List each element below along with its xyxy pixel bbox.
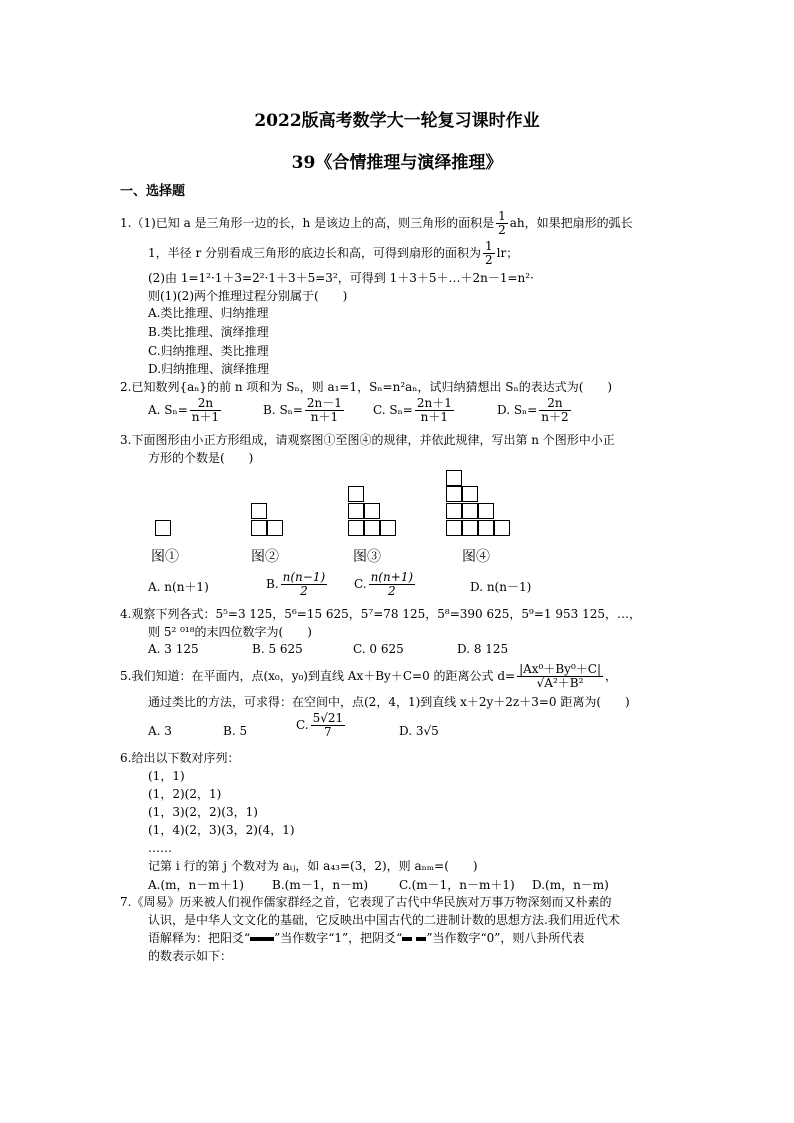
q1-line4: 则(1)(2)两个推理过程分别属于( ) — [148, 289, 348, 303]
fraction-numerator: 1 — [485, 239, 493, 253]
small-square — [446, 470, 462, 486]
q1-line2-tail: lr； — [496, 246, 519, 260]
q7-line3-text: 语解释为：把阳爻“ — [148, 931, 251, 945]
q6-row-4: (1，4)(2，3)(3，2)(4，1) — [148, 823, 295, 837]
q5-option-c — [296, 712, 347, 739]
small-square — [348, 503, 364, 519]
q4-option-c: C. 0 625 — [353, 642, 404, 656]
q3-option-c — [354, 571, 417, 598]
q7-line3 — [148, 930, 584, 946]
q1-line2 — [148, 240, 518, 267]
q6-option-c: C.(m－1，n－m＋1) — [399, 878, 515, 892]
small-square — [446, 503, 462, 519]
q3-option-b — [266, 571, 329, 598]
q5-option-b: B. 5 — [223, 724, 248, 738]
q6-row-3: (1，3)(2，2)(3，1) — [148, 805, 258, 819]
small-square — [364, 503, 380, 519]
fraction-numerator: n(n+1) — [370, 570, 414, 584]
fraction-numerator: |Ax⁰＋By⁰＋C| — [519, 662, 601, 676]
q7-line3-tail: ”当作数字“0”，则八卦所代表 — [426, 931, 585, 945]
q6-line: 记第 i 行的第 j 个数对为 aᵢⱼ，如 a₄₃=(3，2)，则 aₙₘ=( ) — [148, 859, 478, 873]
option-label: B. Sₙ= — [263, 403, 303, 417]
q7-line3-middle: ”当作数字“1”，把阴爻“ — [274, 931, 403, 945]
figure-label-1: 图① — [151, 549, 179, 565]
small-square — [348, 520, 364, 536]
option-label: C. Sₙ= — [373, 403, 413, 417]
q3-line1: 3.下面图形由小正方形组成，请观察图①至图④的规律，并依此规律，写出第 n 个图形中小正 — [120, 433, 615, 447]
option-label: D. Sₙ= — [497, 403, 538, 417]
option-label: B. — [266, 577, 279, 591]
fraction-denominator: 2 — [300, 584, 308, 598]
fraction-denominator: n＋1 — [191, 410, 220, 424]
q2-option-d — [497, 397, 573, 424]
q3-option-d: D. n(n－1) — [470, 580, 532, 594]
fraction-numerator: 2n — [190, 397, 221, 411]
small-square — [494, 520, 510, 536]
small-square — [462, 503, 478, 519]
q6-row-2: (1，2)(2，1) — [148, 787, 222, 801]
figure-label-2: 图② — [251, 549, 279, 565]
q5-line1-text: 5.我们知道：在平面内，点(x₀，y₀)到直线 Ax＋By＋C=0 的距离公式 d= — [120, 669, 516, 683]
document-subtitle: 39《合情推理与演绎推理》 — [291, 153, 503, 173]
fraction-denominator: 7 — [324, 725, 332, 739]
option-label: C. — [296, 718, 309, 732]
option-fraction — [281, 571, 328, 598]
q4-option-b: B. 5 625 — [252, 642, 303, 656]
q6-option-b: B.(m－1，n－m) — [272, 878, 369, 892]
document-title: 2022版高考数学大一轮复习课时作业 — [254, 111, 540, 131]
option-label: C. — [354, 577, 367, 591]
small-square — [267, 520, 283, 536]
q1-option-d: D.归纳推理、演绎推理 — [148, 362, 270, 376]
small-square — [348, 486, 364, 502]
q6-row-5: …… — [148, 841, 172, 855]
q4-line2: 则 5² ⁰¹⁸的末四位数字为( ) — [148, 625, 312, 639]
fraction-denominator: √A²＋B² — [536, 676, 584, 690]
small-square — [462, 486, 478, 502]
small-square — [380, 520, 396, 536]
small-square — [251, 520, 267, 536]
fraction-denominator: n＋2 — [541, 410, 569, 424]
q3-line2: 方形的个数是( ) — [148, 451, 254, 465]
q6-stem: 6.给出以下数对序列： — [120, 751, 240, 765]
q1-option-c: C.归纳推理、类比推理 — [148, 344, 269, 358]
q1-line1 — [120, 210, 633, 237]
q6-option-a: A.(m，n－m＋1) — [148, 878, 244, 892]
fraction-denominator: n＋1 — [420, 410, 449, 424]
option-fraction — [305, 397, 344, 424]
option-fraction — [311, 712, 346, 739]
q1-line1-text: 1.（1)已知 a 是三角形一边的长，h 是该边上的高，则三角形的面积是 — [120, 216, 495, 230]
q4-option-d: D. 8 125 — [457, 642, 509, 656]
q4-line1: 4.观察下列各式：5⁵=3 125，5⁶=15 625，5⁷=78 125，5⁸=390 625，5⁹=1 953 125，…， — [120, 607, 641, 621]
small-square — [462, 520, 478, 536]
q3-option-a: A. n(n＋1) — [148, 580, 209, 594]
q7-line4: 的数表示如下： — [148, 949, 233, 963]
section-heading: 一、选择题 — [120, 184, 186, 199]
q5-line2: 通过类比的方法，可求得：在空间中，点(2，4，1)到直线 x＋2y＋2z＋3=0 距离为( ) — [148, 695, 630, 709]
yin-line-symbol-left — [402, 937, 412, 941]
fraction-numerator: 2n — [539, 397, 570, 411]
option-fraction — [190, 397, 221, 424]
q6-option-d: D.(m，n－m) — [532, 878, 609, 892]
small-square — [478, 520, 494, 536]
q4-option-a: A. 3 125 — [148, 642, 199, 656]
fraction-denominator: 2 — [498, 223, 506, 237]
small-square — [155, 520, 171, 536]
small-square — [446, 486, 462, 502]
q2-option-a — [148, 397, 223, 424]
q1-line1-tail: ah，如果把扇形的弧长 — [509, 216, 633, 230]
q5-option-a: A. 3 — [148, 724, 172, 738]
q1-line2-text: 1，半径 r 分别看成三角形的底边长和高，可得到扇形的面积为 — [148, 246, 482, 260]
q2-option-b — [263, 397, 346, 424]
fraction-denominator: 2 — [388, 584, 396, 598]
fraction-numerator: 2n－1 — [306, 396, 342, 410]
option-fraction — [539, 397, 570, 424]
q1-line3: (2)由 1=1²·1＋3=2²·1＋3＋5=3²，可得到 1＋3＋5＋…＋2n－1=n²· — [148, 271, 534, 285]
q5-option-d: D. 3√5 — [399, 724, 439, 738]
q7-line1: 7.《周易》历来被人们视作儒家群经之首，它表现了古代中华民族对万事万物深刻而又朴素的 — [120, 895, 612, 909]
option-fraction — [369, 571, 416, 598]
q5-line1-tail: ， — [605, 669, 618, 683]
q6-row-1: (1，1) — [148, 769, 185, 783]
fraction-denominator: 2 — [485, 253, 493, 267]
figure-label-3: 图③ — [353, 549, 381, 565]
small-square — [446, 520, 462, 536]
q1-fraction-half-2 — [483, 240, 495, 267]
fraction-numerator: n(n−1) — [282, 570, 326, 584]
fraction-numerator: 5√21 — [312, 711, 344, 725]
q2-stem: 2.已知数列{aₙ}的前 n 项和为 Sₙ，则 a₁=1，Sₙ=n²aₙ，试归纳猜想出 Sₙ的表达式为( ) — [120, 380, 613, 394]
q1-fraction-half — [496, 210, 508, 237]
small-square — [364, 520, 380, 536]
figure-label-4: 图④ — [462, 549, 490, 565]
q5-line1 — [120, 663, 617, 690]
yang-line-symbol — [250, 937, 274, 941]
fraction-denominator: n＋1 — [310, 410, 339, 424]
q2-option-c — [373, 397, 456, 424]
option-fraction — [415, 397, 454, 424]
option-label: A. Sₙ= — [148, 403, 188, 417]
q5-distance-formula — [517, 663, 603, 690]
q1-option-b: B.类比推理、演绎推理 — [148, 325, 269, 339]
small-square — [478, 503, 494, 519]
q7-line2: 认识，是中华人文文化的基础，它反映出中国古代的二进制计数的思想方法.我们用近代术 — [148, 913, 620, 927]
fraction-numerator: 2n＋1 — [416, 396, 452, 410]
yin-line-symbol-right — [416, 937, 426, 941]
fraction-numerator: 1 — [498, 209, 506, 223]
q1-option-a: A.类比推理、归纳推理 — [148, 306, 269, 320]
small-square — [251, 503, 267, 519]
